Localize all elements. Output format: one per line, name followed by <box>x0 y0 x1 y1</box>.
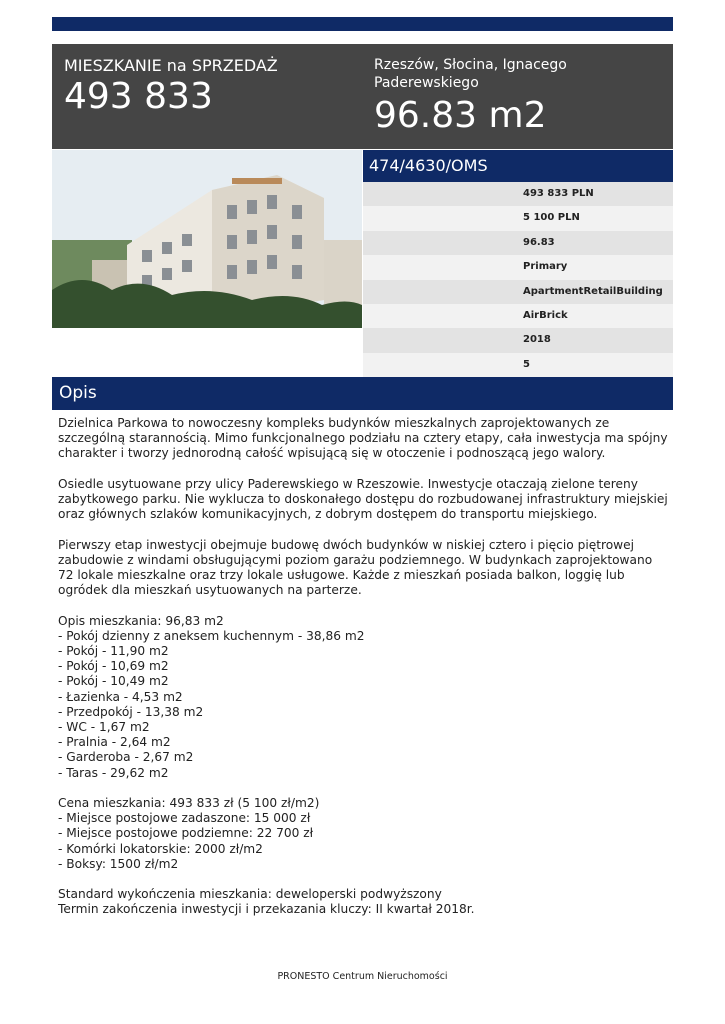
room-item: - Pokój - 10,69 m2 <box>58 659 169 674</box>
room-item: - Przedpokój - 13,38 m2 <box>58 704 204 719</box>
description-paragraph: Dzielnica Parkowa to nowoczesny kompleks budynków mieszkalnych zaprojektowanych ze szczególną starannością. Mimo funkcjonalnego podziału na cztery etapy, cała inwestycja ma spójny charakter i tworzy jednorodną całość wpisującą się w otoczenie i podnoszącą jego walory. <box>58 416 668 461</box>
price-item: - Miejsce postojowe podziemne: 22 700 zł <box>58 826 314 841</box>
listing-area: 96.83 m2 <box>374 95 547 136</box>
room-item: - Pokój - 11,90 m2 <box>58 644 169 658</box>
room-item: - Łazienka - 4,53 m2 <box>58 689 183 704</box>
building-illustration <box>52 150 362 328</box>
description-paragraph: Pierwszy etap inwestycji obejmuje budowę dwóch budynków w niskiej cztero i pięcio piętrowej zabudowie z windami obsługującymi poziom garażu podziemnego. W budynkach zaprojektowano 72 lokale mieszkalne oraz trzy lokale usługowe. Każde z mieszkań posiada balkon, loggię lub ogródek dla mieszkań usytuowanych na parterze. <box>58 537 653 598</box>
spec-building-type: ApartmentRetailBuilding <box>363 280 673 304</box>
spec-area: 96.83 <box>363 231 673 255</box>
price-item: - Miejsce postojowe zadaszone: 15 000 zł <box>58 811 311 826</box>
listing-header <box>52 44 673 149</box>
spec-year: 2018 <box>363 328 673 352</box>
rooms-list <box>58 614 670 781</box>
spec-floor: 5 <box>363 353 673 377</box>
room-item: - Pokój - 10,49 m2 <box>58 674 169 689</box>
price-list <box>58 796 670 872</box>
header-left <box>64 56 354 119</box>
description-paragraph: Osiedle usytuowane przy ulicy Paderewskiego w Rzeszowie. Inwestycje otaczają zielone tereny zabytkowego parku. Nie wyklucza to doskonałego dostępu do rozbudowanej infrastruktury miejskiej oraz głównych szlaków komunikacyjnych, z dobrym dostępem do transportu miejskiego. <box>58 476 668 522</box>
room-item: - Pralnia - 2,64 m2 <box>58 735 171 750</box>
finish-standard: Standard wykończenia mieszkania: deweloperski podwyższony <box>58 887 442 902</box>
specs-table <box>363 182 673 377</box>
top-accent-bar <box>52 17 673 31</box>
room-item: - Garderoba - 2,67 m2 <box>58 750 194 765</box>
listing-price: 493 833 <box>64 76 213 117</box>
room-item: - Taras - 29,62 m2 <box>58 765 169 780</box>
finish-info <box>58 887 670 917</box>
room-item: - Pokój dzienny z aneksem kuchennym - 38,86 m2 <box>58 628 365 643</box>
opis-heading: Opis <box>52 377 673 410</box>
spec-material: AirBrick <box>363 304 673 328</box>
footer-agency: PRONESTO Centrum Nieruchomości <box>277 971 448 982</box>
rooms-header: Opis mieszkania: 96,83 m2 <box>58 613 224 628</box>
listing-id: 474/4630/OMS <box>363 150 673 182</box>
price-header: Cena mieszkania: 493 833 zł (5 100 zł/m2) <box>58 796 320 811</box>
spec-price: 493 833 PLN <box>363 182 673 206</box>
building-photo <box>52 150 362 328</box>
header-right <box>374 56 664 138</box>
completion-deadline: Termin zakończenia inwestycji i przekazania kluczy: II kwartał 2018r. <box>58 902 475 917</box>
price-item: - Boksy: 1500 zł/m2 <box>58 856 179 871</box>
spec-market: Primary <box>363 255 673 279</box>
spec-price-per-m2: 5 100 PLN <box>363 206 673 230</box>
listing-type: MIESZKANIE na SPRZEDAŻ <box>64 56 278 75</box>
price-item: - Komórki lokatorskie: 2000 zł/m2 <box>58 841 263 856</box>
listing-location: Rzeszów, Słocina, Ignacego Paderewskiego <box>374 57 567 91</box>
room-item: - WC - 1,67 m2 <box>58 720 150 735</box>
description <box>58 416 670 933</box>
